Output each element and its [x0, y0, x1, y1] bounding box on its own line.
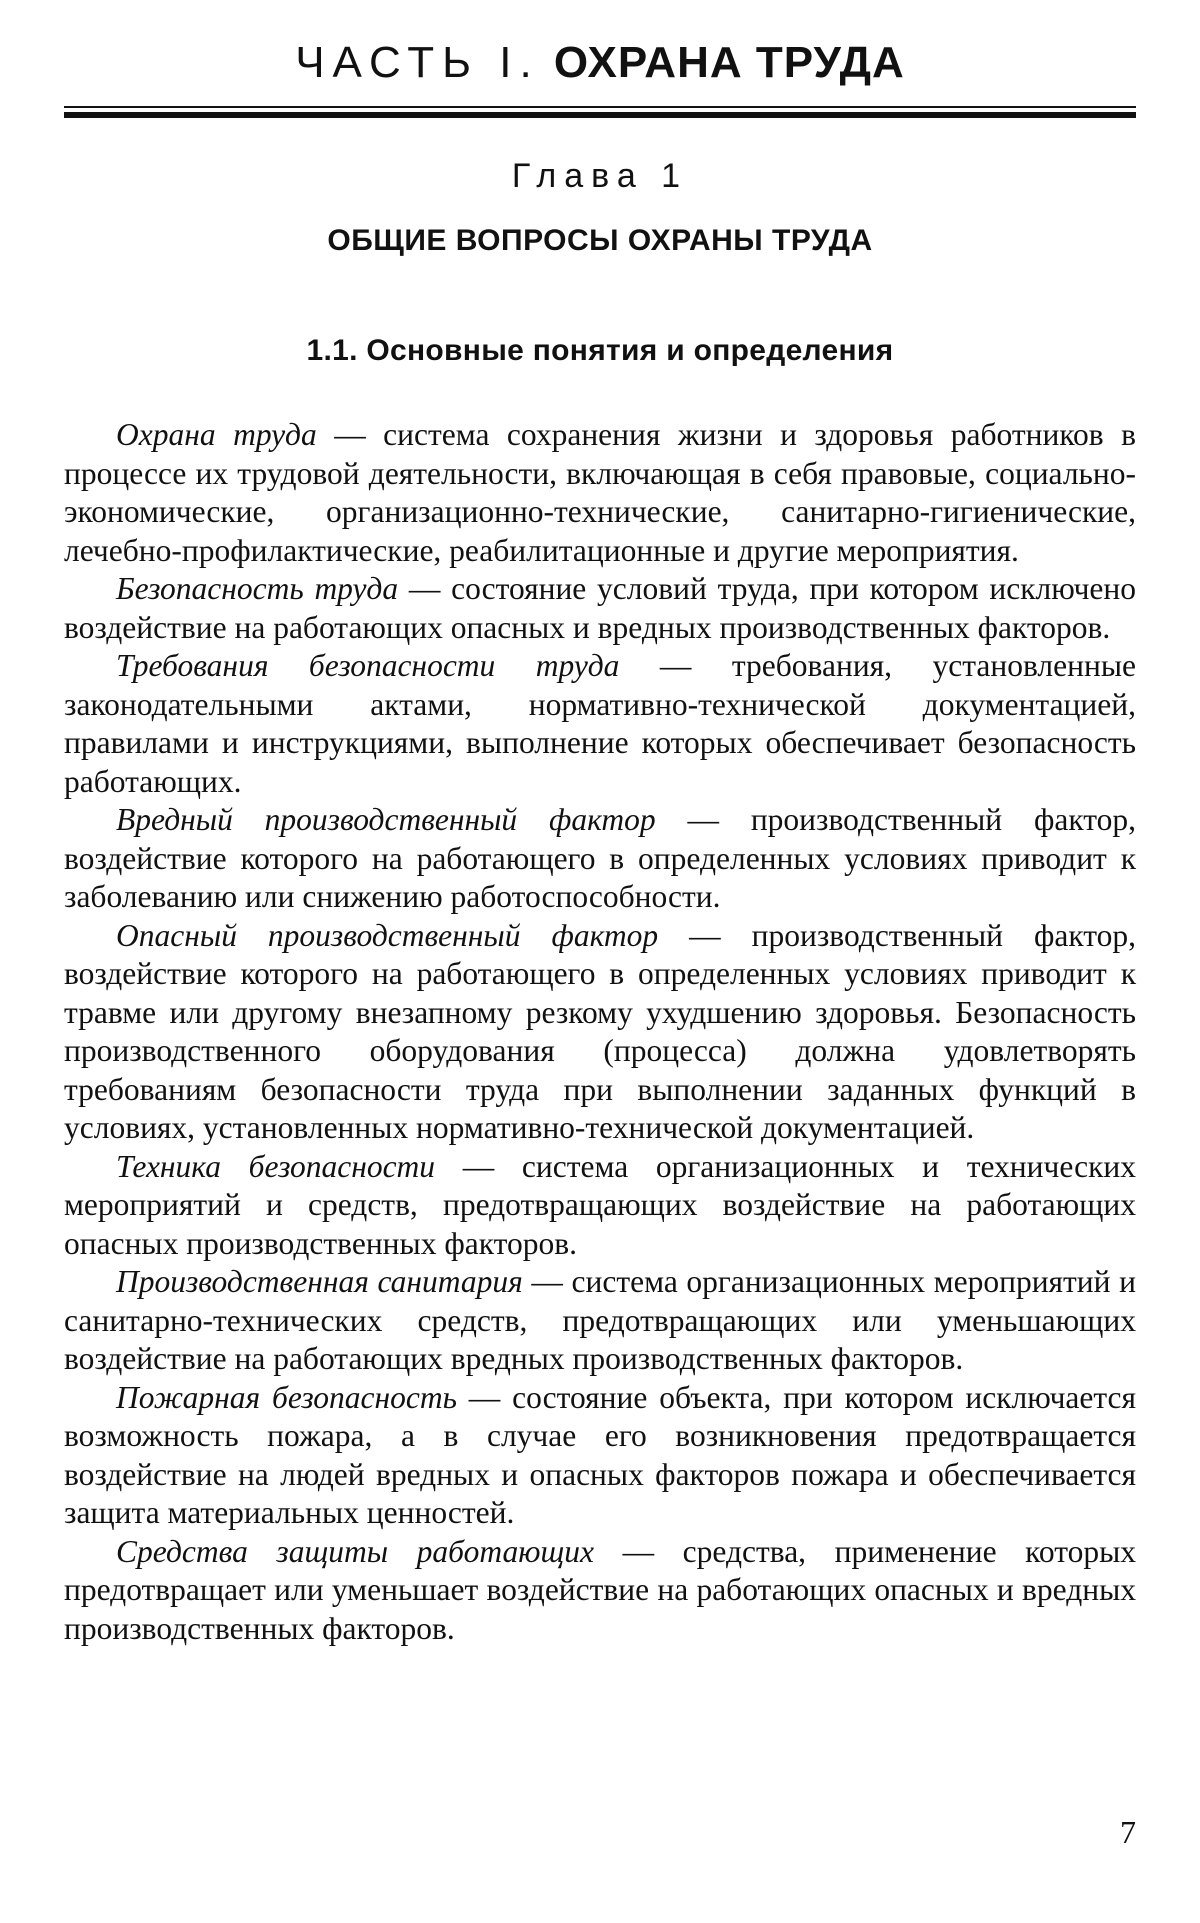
- body-text: [64, 416, 1136, 1648]
- definition-text: — требования, установленные законодательными актами, нормативно-технической документацией, правилами и инструкциями, выполнение которых обеспечивает безопасность работающих.: [64, 648, 1136, 799]
- part-title: [0, 38, 1200, 88]
- definition-term: Средства защиты работающих: [116, 1533, 594, 1569]
- definition-term: Производственная санитария: [116, 1264, 523, 1299]
- definition-text: — система сохранения жизни и здоровья работников в процессе их трудовой деятельности, включающая в себя правовые, социально-экономические, организационно-технические, санитарно-гигиенические, лечебно-профилактические, реабилитационные и другие мероприятия.: [64, 417, 1136, 568]
- definition-term: Техника безопасности: [116, 1148, 436, 1184]
- section-title: 1.1. Основные понятия и определения: [306, 334, 894, 367]
- definition-text: — средства, применение которых предотвращает или уменьшает воздействие на работающих опасных и вредных производственных факторов.: [64, 1533, 1136, 1646]
- definition-term: Опасный производственный фактор: [116, 917, 659, 953]
- definition-text: — система организационных мероприятий и санитарно-технических средств, предотвращающих или уменьшающих воздействие на работающих вредных производственных факторов.: [64, 1264, 1137, 1376]
- definition-text: — система организационных и технических мероприятий и средств, предотвращающих воздействие на работающих опасных производственных факторов.: [64, 1148, 1137, 1261]
- definition-paragraph: [64, 570, 1136, 647]
- definition-term: Безопасность труда: [116, 571, 399, 606]
- header-rule-thick: [64, 112, 1136, 118]
- header-rule-thin: [64, 106, 1136, 108]
- page-number: 7: [1120, 1814, 1136, 1850]
- definition-term: Требования безопасности труда: [116, 648, 620, 683]
- definition-paragraph: [64, 416, 1136, 570]
- definition-text: — производственный фактор, воздействие которого на работающего в определенных условиях приводит к травме или другому внезапному резкому ухудшению здоровья. Безопасность производственного оборудования (процесса) должна удовлетворять требованиям безопасности труда при выполнении заданных функций в условиях, установленных нормативно-технической документацией.: [64, 917, 1136, 1145]
- definition-paragraph: [64, 1263, 1136, 1379]
- definition-paragraph: [64, 647, 1136, 801]
- definition-paragraph: [64, 1533, 1136, 1649]
- definition-text: — состояние объекта, при котором исключается возможность пожара, а в случае его возникновения предотвращается воздействие на людей вредных и опасных факторов пожара и обеспечивается защита материальных ценностей.: [64, 1379, 1136, 1530]
- definition-paragraph: [64, 1148, 1136, 1264]
- definition-text: — производственный фактор, воздействие которого на работающего в определенных условиях приводит к заболеванию или снижению работоспособности.: [64, 802, 1136, 914]
- definition-term: Охрана труда: [116, 417, 317, 452]
- definition-term: Пожарная безопасность: [116, 1379, 457, 1415]
- definition-term: Вредный производственный фактор: [116, 802, 656, 837]
- chapter-title: ОБЩИЕ ВОПРОСЫ ОХРАНЫ ТРУДА: [327, 224, 873, 257]
- part-name: ОХРАНА ТРУДА: [553, 38, 905, 87]
- chapter-label: Глава 1: [511, 157, 689, 195]
- definition-paragraph: [64, 917, 1136, 1148]
- definition-text: — состояние условий труда, при котором исключено воздействие на работающих опасных и вредных производственных факторов.: [64, 571, 1137, 645]
- part-label: ЧАСТЬ I.: [295, 38, 540, 87]
- definition-paragraph: [64, 1379, 1136, 1533]
- definition-paragraph: [64, 801, 1136, 917]
